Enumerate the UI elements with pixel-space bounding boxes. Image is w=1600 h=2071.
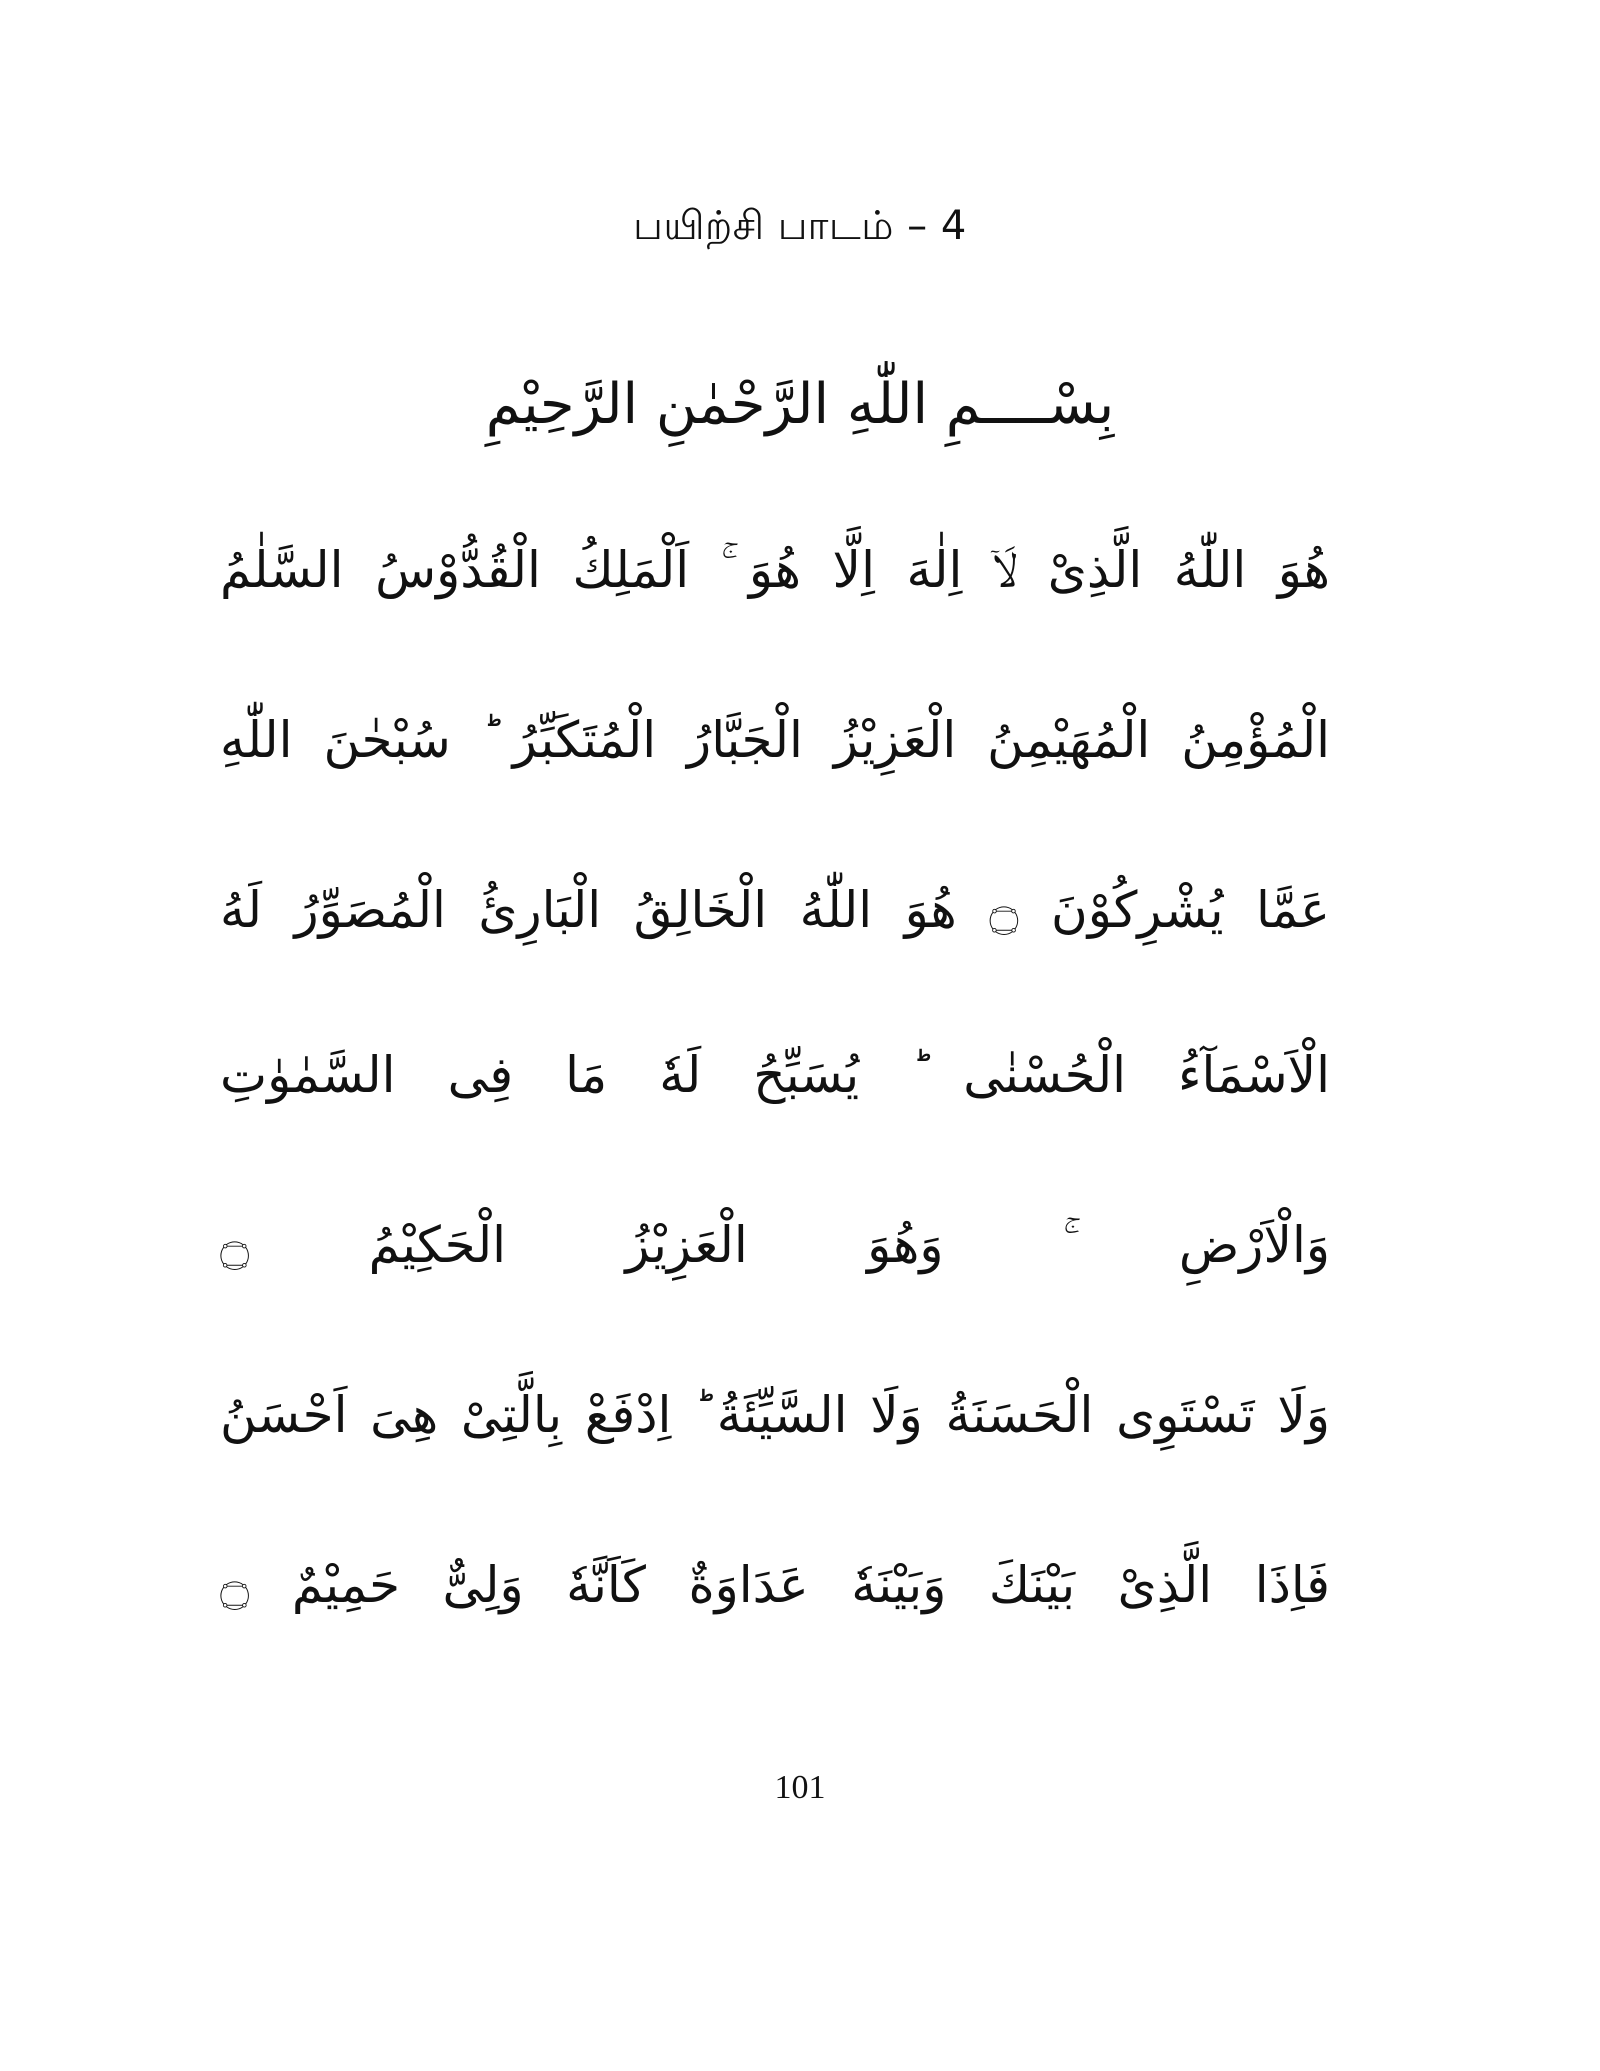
arabic-verse-line-4: الْاَسْمَآءُ الْحُسْنٰى ؕ يُسَبِّحُ لَهٗ مَا فِى السَّمٰوٰتِ	[220, 1046, 1330, 1104]
arabic-verse-line-3: عَمَّا يُشْرِكُوْنَ ۝ هُوَ اللّٰهُ الْخَالِقُ الْبَارِئُ الْمُصَوِّرُ لَهُ	[220, 881, 1330, 939]
arabic-verse-line-5: وَالْاَرْضِ ۚ وَهُوَ الْعَزِيْزُ الْحَكِيْمُ ۝	[220, 1216, 1330, 1274]
page-number: 101	[774, 1769, 826, 1806]
arabic-verse-line-2: الْمُؤْمِنُ الْمُهَيْمِنُ الْعَزِيْزُ الْجَبَّارُ الْمُتَكَبِّرُ ؕ سُبْحٰنَ اللّٰهِ	[220, 711, 1330, 769]
page-title: பயிற்சி பாடம் – 4	[633, 203, 967, 249]
bismillah-heading: بِسْــــمِ اللّٰهِ الرَّحْمٰنِ الرَّحِيْمِ	[485, 372, 1115, 437]
arabic-verse-line-6: وَلَا تَسْتَوِى الْحَسَنَةُ وَلَا السَّيِّئَةُ ؕ اِدْفَعْ بِالَّتِىْ هِىَ اَحْسَنُ	[220, 1386, 1330, 1444]
arabic-verse-line-1: هُوَ اللّٰهُ الَّذِىْ لَاۤ اِلٰهَ اِلَّا هُوَ ۚ اَلْمَلِكُ الْقُدُّوْسُ السَّلٰمُ	[220, 541, 1330, 599]
arabic-verse-line-7: فَاِذَا الَّذِىْ بَيْنَكَ وَبَيْنَهٗ عَدَاوَةٌ كَاَنَّهٗ وَلِىٌّ حَمِيْمٌ ۝	[220, 1556, 1330, 1614]
